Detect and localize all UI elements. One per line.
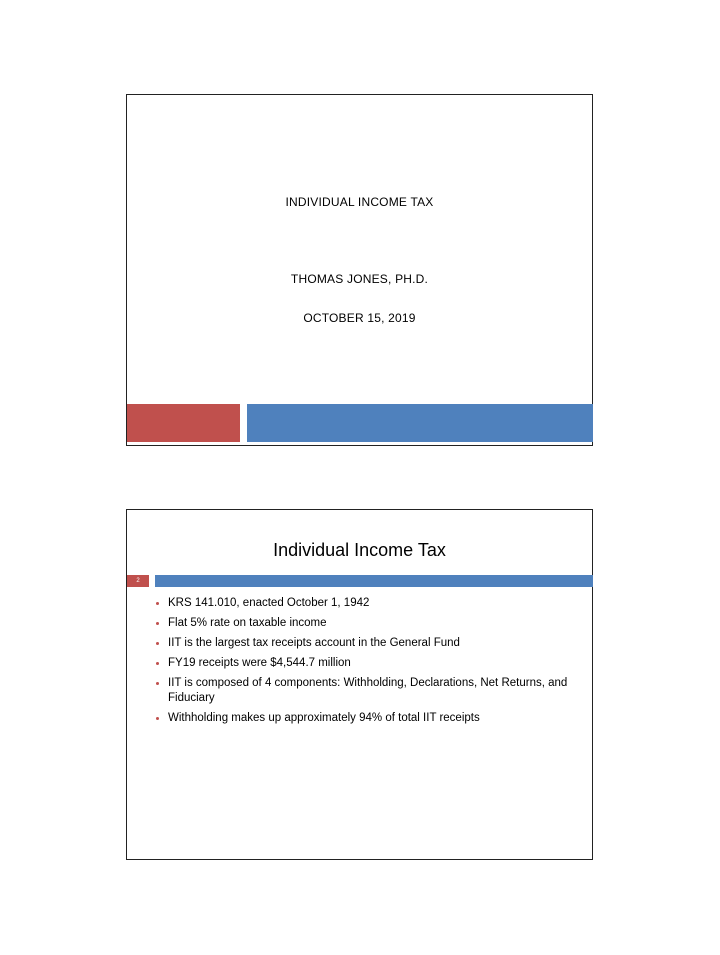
bullet-dot-icon — [156, 642, 159, 645]
slide-heading: Individual Income Tax — [273, 540, 446, 560]
decorative-blue-bar — [247, 404, 593, 442]
list-item: FY19 receipts were $4,544.7 million — [153, 656, 573, 671]
bullet-list — [153, 596, 573, 731]
decorative-red-bar — [127, 404, 240, 442]
bullet-dot-icon — [156, 717, 159, 720]
slide-author: THOMAS JONES, PH.D. — [290, 272, 429, 286]
bullet-dot-icon — [156, 662, 159, 665]
list-item: IIT is the largest tax receipts account in the General Fund — [153, 636, 573, 651]
title-slide — [126, 94, 593, 446]
decorative-blue-bar — [155, 575, 593, 587]
bullet-dot-icon — [156, 682, 159, 685]
list-item: Flat 5% rate on taxable income — [153, 616, 573, 631]
list-item: KRS 141.010, enacted October 1, 1942 — [153, 596, 573, 611]
bullet-dot-icon — [156, 602, 159, 605]
list-item: IIT is composed of 4 components: Withholding, Declarations, Net Returns, and Fiduciary — [153, 676, 573, 706]
bullet-dot-icon — [156, 622, 159, 625]
slide-title: INDIVIDUAL INCOME TAX — [285, 195, 434, 209]
slide-number: 2 — [127, 575, 149, 587]
list-item: Withholding makes up approximately 94% of total IIT receipts — [153, 711, 573, 726]
content-slide — [126, 509, 593, 860]
slide-date: OCTOBER 15, 2019 — [303, 311, 416, 325]
